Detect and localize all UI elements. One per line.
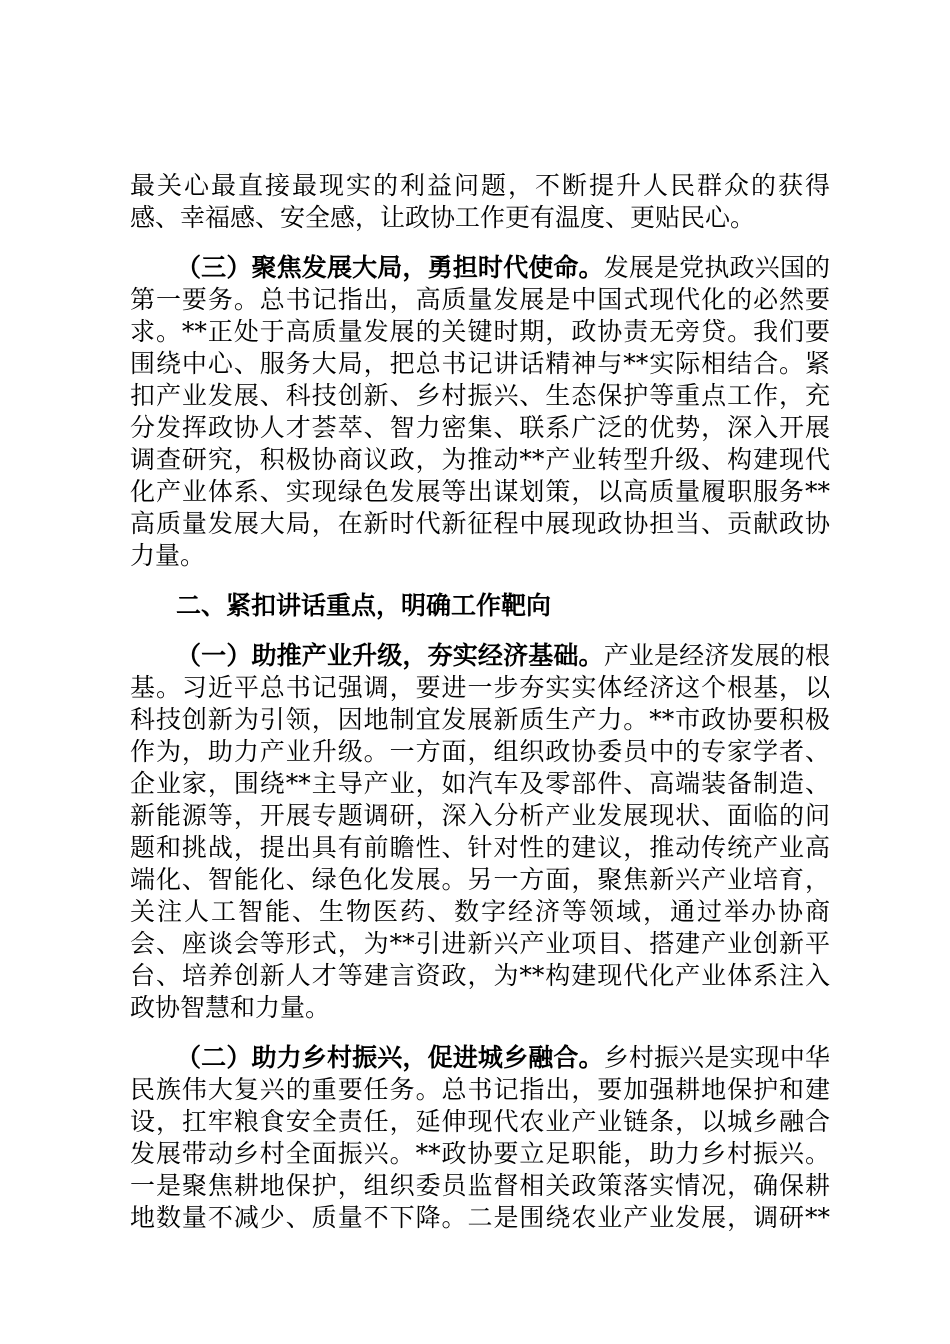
paragraph-heading: （三）聚焦发展大局，勇担时代使命。 xyxy=(176,253,604,282)
paragraph-line: 扣产业发展、科技创新、乡村振兴、生态保护等重点工作，充 xyxy=(130,381,830,410)
paragraph-line: 民族伟大复兴的重要任务。总书记指出，要加强耕地保护和建 xyxy=(130,1075,830,1104)
paragraph-line: 设，扛牢粮食安全责任，延伸现代农业产业链条，以城乡融合 xyxy=(130,1107,830,1136)
paragraph-line: 新能源等，开展专题调研，深入分析产业发展现状、面临的问 xyxy=(130,801,830,830)
paragraph-line: 发展带动乡村全面振兴。**政协要立足职能，助力乡村振兴。 xyxy=(130,1139,830,1168)
paragraph-line: 最关心最直接最现实的利益问题，不断提升人民群众的获得 xyxy=(130,171,830,200)
paragraph-line: 企业家，围绕**主导产业，如汽车及零部件、高端装备制造、 xyxy=(130,769,830,798)
section-heading: 二、紧扣讲话重点，明确工作靶向 xyxy=(176,591,552,620)
paragraph-line: 分发挥政协人才荟萃、智力密集、联系广泛的优势，深入开展 xyxy=(130,413,830,442)
paragraph-line xyxy=(176,1042,830,1074)
paragraph-line: 化产业体系、实现绿色发展等出谋划策，以高质量履职服务** xyxy=(130,477,830,506)
paragraph-line: 一是聚焦耕地保护，组织委员监督相关政策落实情况，确保耕 xyxy=(130,1171,830,1200)
paragraph-line: 地数量不减少、质量不下降。二是围绕农业产业发展，调研** xyxy=(130,1203,830,1232)
paragraph-line: 基。习近平总书记强调，要进一步夯实实体经济这个根基，以 xyxy=(130,673,830,702)
paragraph-text: 产业是经济发展的根 xyxy=(603,641,830,670)
paragraph-line: 感、幸福感、安全感，让政协工作更有温度、更贴民心。 xyxy=(130,203,756,232)
paragraph-line: 围绕中心、服务大局，把总书记讲话精神与**实际相结合。紧 xyxy=(130,349,830,378)
paragraph-line: 端化、智能化、绿色化发展。另一方面，聚焦新兴产业培育， xyxy=(130,865,830,894)
paragraph-line: 台、培养创新人才等建言资政，为**构建现代化产业体系注入 xyxy=(130,961,830,990)
paragraph-line xyxy=(176,640,830,672)
paragraph-line: 作为，助力产业升级。一方面，组织政协委员中的专家学者、 xyxy=(130,737,830,766)
paragraph-line: 力量。 xyxy=(130,541,206,570)
paragraph-line: 高质量发展大局，在新时代新征程中展现政协担当、贡献政协 xyxy=(130,509,830,538)
paragraph-line: 会、座谈会等形式，为**引进新兴产业项目、搭建产业创新平 xyxy=(130,929,830,958)
paragraph-line: 调查研究，积极协商议政，为推动**产业转型升级、构建现代 xyxy=(130,445,830,474)
paragraph-line: 关注人工智能、生物医药、数字经济等领域，通过举办协商 xyxy=(130,897,830,926)
paragraph-line: 求。**正处于高质量发展的关键时期，政协责无旁贷。我们要 xyxy=(130,317,830,346)
paragraph-line: 政协智慧和力量。 xyxy=(130,993,331,1022)
paragraph-line: 科技创新为引领，因地制宜发展新质生产力。**市政协要积极 xyxy=(130,705,830,734)
paragraph-line: 题和挑战，提出具有前瞻性、针对性的建议，推动传统产业高 xyxy=(130,833,830,862)
paragraph-text: 乡村振兴是实现中华 xyxy=(603,1043,830,1072)
paragraph-heading: （二）助力乡村振兴，促进城乡融合。 xyxy=(176,1043,604,1072)
paragraph-line xyxy=(176,252,830,284)
paragraph-heading: （一）助推产业升级，夯实经济基础。 xyxy=(176,641,604,670)
paragraph-line: 第一要务。总书记指出，高质量发展是中国式现代化的必然要 xyxy=(130,285,830,314)
paragraph-text: 发展是党执政兴国的 xyxy=(603,253,830,282)
